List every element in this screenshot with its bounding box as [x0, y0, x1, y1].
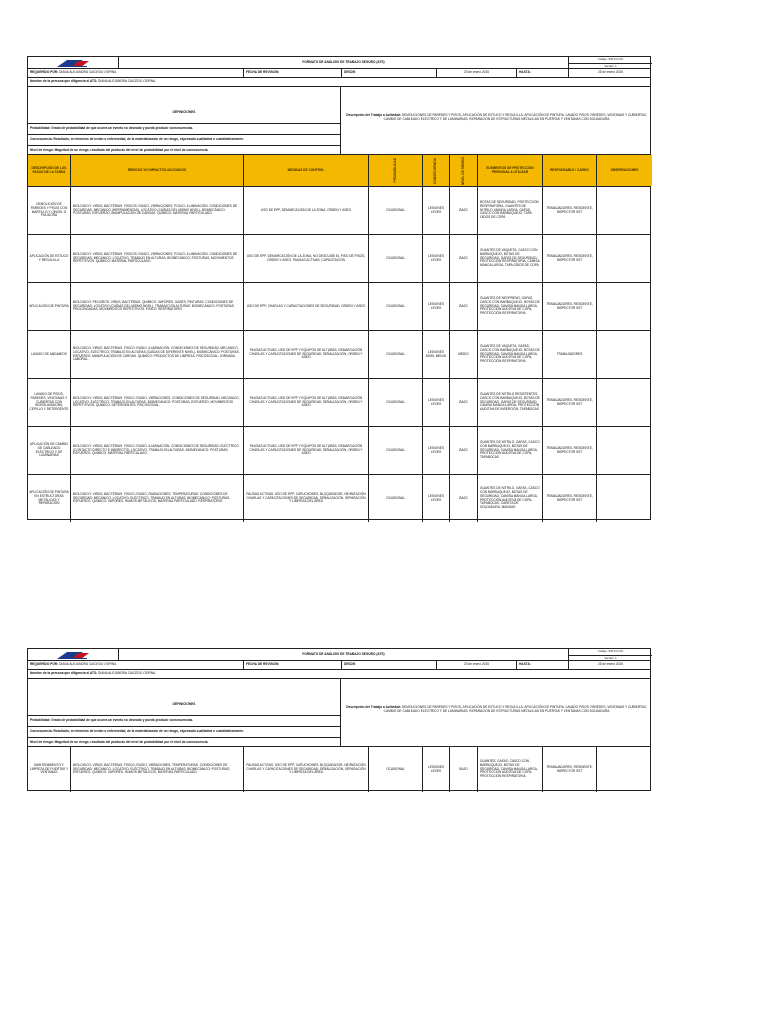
table-row — [28, 282, 650, 330]
cell-elementos: GUANTES DE NITRILO RESISTENTES, CASCO CON BARBUQUEJO, BOTAS DE SEGURIDAD, GAFAS DE SEGURIDAD, CAMISA MANGA LARGA, PROTECCIÓN AUDITIVA DE INSERCIÓN, TAPABOCAS — [477, 379, 542, 426]
cell-riesgos: BIOLOGICO: VIRUS, BACTERIAS. FISICO: RUIDO, ILUMINACIÓN. CONDICIONES DE SEGURIDAD: ELÉCTRICO (CONTACTO DIRECTO E INDIRECTO), LOCATIVO, TRABAJO EN ALTURAS. BIOMECÁNICO: POSTURAS, ESFUERZO. QUIMICO: MATERIAL PARTICULADO. — [70, 427, 243, 474]
table-row — [28, 234, 650, 282]
cell-paso: LAVADO DE ANDAMIOS — [31, 351, 67, 356]
form-title: FORMATO DE ANÁLISIS DE TRABAJO SEGURO (ATS) — [118, 57, 568, 68]
cell-probabilidad: OCASIONAL — [368, 427, 422, 474]
cell-consecuencia: LESIONES LEVES — [422, 475, 449, 522]
cell-observaciones — [596, 331, 652, 378]
cell-elementos: GUANTES DE NITRILO, GAFAS, CASCO CON BARBUQUEJO, BOTAS DE SEGURIDAD, CAMISA MANGA LARGA, PROTECCIÓN AUDITIVA DE COPA, TAPABOCAS, CARETA DE SOLDADURA, MANGAS — [477, 475, 542, 522]
descripcion-text: Descripción del Trabajo a Actividad: DEMOLICIONES DE PAREDES Y PISOS, APLICACIÓN DE ESTUCO Y REGULILLA, APLICACIÓN DE PINTURA, LAVADO PISOS, PAREDES, VENTANAS Y CUBIERTAS, CAMBIO DE CABLEADO ELECTRICO Y DE LUMINARIAS, REPARACION DE ESTRUCTURAS METALICAS EN PUERTAS Y VENTANAS CON SOLDADURA — [346, 113, 647, 121]
logo-cell — [28, 649, 118, 660]
cell-nivel: BAJO — [449, 747, 477, 792]
cell-paso: LAVADO DE PISOS, PAREDES, VENTANAS Y CUBIERTAS CON HIDROLAVADORA, CEPILLO Y DETERGENTE — [29, 392, 69, 412]
definiciones-row — [28, 678, 650, 746]
cell-medidas: PAUSAS ACTIVAS, USO DE EPP Y EQUIPOS DE ALTURAS, DEMARCACIÓN CHARLAS Y CAPACITACIONES DE SEGURIDAD, SEÑALIZACIÓN, ORDEN Y ASEO — [243, 379, 368, 426]
doc-version: Versión: 1 — [569, 656, 652, 660]
cell-medidas: USO DE EPP, DEMARCACIÓN DE LA ZONA, NO DESCUIDE EL PISO DE PISOS, ORDEN Y ASEO, PAUSAS ACTIVAS, CAPACITACIÓN — [243, 235, 368, 282]
cell-nivel: BAJO — [449, 475, 477, 522]
col-nivel: NIVEL DE RIESGO — [449, 155, 477, 186]
form-title: FORMATO DE ANÁLISIS DE TRABAJO SEGURO (ATS) — [118, 649, 568, 660]
fecha-label: FECHA DE REVISION: — [243, 69, 341, 77]
hasta-value: 25 de enero 2025 — [568, 69, 652, 77]
cell-riesgos: BIOLOGICO: VIRUS, BACTERIAS. FISICOS: RUIDO, VIBRACIONES, POLVO, ILUMINACIÓN. CONDICIONES DE SEGURIDAD: MECANICO, LOCATIVO, TRABAJO EN ALTURAS. BIOMECÁNICO: POSTURAS, MOVIMIENTOS REPETITIVOS. QUIMICO: MATERIAL PARTICULADO. — [70, 235, 243, 282]
cell-observaciones — [596, 475, 652, 522]
desde-value: 20 de enero 2025 — [436, 661, 516, 669]
company-logo-icon — [53, 58, 93, 68]
hasta-label: HASTA: — [516, 69, 568, 77]
col-observaciones: OBSERVACIONES — [596, 155, 652, 186]
cell-observaciones — [596, 379, 652, 426]
definiciones-title: DEFINICIONES — [28, 103, 340, 124]
nombre-cell: Nombre de la persona que diligencia el ATS: DIANA ALEJANDRA CAICEDO OSPINA — [30, 671, 156, 676]
nombre-row — [28, 669, 650, 678]
cell-consecuencia: LESIONES LEVES — [422, 427, 449, 474]
table-row — [28, 746, 650, 792]
doc-code: Código: SST-FO-XX — [569, 57, 652, 64]
cell-observaciones — [596, 235, 652, 282]
cell-medidas: PAUSAS ACTIVAS, USO DE EPP, CAPUCHONES, BLOQUEADOR, HIDRATACIÓN CHARLAS Y CAPACITACIONES DE SEGURIDAD, SEÑALIZACIÓN, SEPARACIÓN Y LIMPIEZA DEL ÁREA — [243, 747, 368, 792]
doc-code: Código: SST-FO-XX — [569, 649, 652, 656]
desde-label: DESDE: — [341, 661, 436, 669]
cell-nivel: BAJO — [449, 379, 477, 426]
col-pasos: DESCRIPCIÓN DE LOS PASOS DE LA TAREA — [28, 155, 70, 186]
definiciones-block — [28, 87, 341, 154]
cell-paso: DEMOLICIÓN DE PAREDES Y PISOS CON MARTILLO Y CINCEL O PULIDORA — [30, 202, 68, 218]
cell-riesgos: BIOLOGICO: VIRUS, BACTERIAS. FISICO: RUIDO, RADIACIONES, TEMPERATURAS. CONDICIONES DE SEGURIDAD: MECANICO, LOCATIVO, ELÉCTRICO, TRABAJO EN ALTURAS. BIOMECÁNICO: POSTURAS, ESFUERZO. QUIMICO: VAPORES, HUMOS METÁLICOS, MATERIAL PARTICULADO. RESPIRATORIO. — [70, 475, 243, 522]
cell-elementos: BOTAS DE SEGURIDAD, PROTECCIÓN RESPIRATORIA, GUANTES DE NITRILO, MANGA LARGA, GAFAS, CASCO CON BARBUQUEJO, TAPA OÍDOS DE COPA — [477, 187, 542, 234]
requerido-row — [28, 68, 650, 77]
cell-paso: APLICACIÓN DE PINTURA EN ESTRUCTURAS METÁLICAS Y REPARACIÓN — [29, 490, 69, 506]
col-probabilidad: PROBABILIDAD — [368, 155, 422, 186]
cell-elementos: GUANTES DE VAQUETA, CASCO CON BARBUQUEJO, BOTAS DE SEGURIDAD, GAFAS DE SEGURIDAD, PROTECCIÓN RESPIRATORIA, CAMISA MANGA LARGA, TAPA OÍDOS DE COPA — [477, 235, 542, 282]
hasta-label: HASTA: — [516, 661, 568, 669]
cell-consecuencia: LESIONES LEVES — [422, 379, 449, 426]
cell-observaciones — [596, 747, 652, 792]
probabilidad-definition: Probabilidad: Grado de probabilidad de que ocurra un evento no deseado y pueda producir consecuencias. — [28, 124, 340, 135]
cell-observaciones — [596, 427, 652, 474]
doc-meta — [568, 57, 652, 68]
cell-consecuencia: LESIONES LEVES — [422, 187, 449, 234]
nombre-cell — [28, 78, 341, 86]
table-row — [28, 426, 650, 474]
table-row — [28, 474, 650, 522]
requerido-label: REQUERIDO POR: — [30, 70, 59, 75]
desde-value: 20 de enero 2025 — [436, 69, 516, 77]
cell-observaciones — [596, 283, 652, 330]
col-responsable: RESPONSABLE / CARGO — [542, 155, 596, 186]
cell-elementos: GUANTES DE VAQUETA, GAFAS, CASCO CON BARBUQUEJO, BOTAS DE SEGURIDAD, CAMISA MANGA LARGA, PROTECCIÓN AUDITIVA DE COPA, PROTECCIÓN RESPIRATORIA — [477, 331, 542, 378]
col-riesgos: RIESGOS Y/O IMPACTOS ASOCIADOS — [70, 155, 243, 186]
table-row — [28, 186, 650, 234]
col-elementos: ELEMENTOS DE PROTECCION PERSONAL A UTILIZAR — [477, 155, 542, 186]
requerido-cell — [28, 69, 243, 77]
cell-probabilidad: OCASIONAL — [368, 235, 422, 282]
cell-paso: APLICACIÓN DE PINTURA — [29, 303, 69, 308]
cell-consecuencia: LESIONES NIVEL MEDIO — [422, 331, 449, 378]
cell-probabilidad: OCASIONAL — [368, 475, 422, 522]
requerido-row — [28, 660, 650, 669]
cell-consecuencia: LESIONES LEVES — [422, 283, 449, 330]
cell-consecuencia: LESIONES LEVES — [422, 235, 449, 282]
ats-sheet-page-2 — [27, 648, 651, 791]
definiciones-block: DEFINICIONES Probabilidad: Grado de probabilidad de que ocurra un evento no deseado y pueda producir consecuencias. Consecuencia: Resultado, en términos de lesión o enfermedad, de la materialización de un riesgo, expresado cualitativa o cuantitativamente. Nivel de riesgo: Magnitud de un riesgo, resultado del producto del nivel de probabilidad por el nivel de consecuencia. — [28, 679, 341, 746]
cell-riesgos: BIOLOGICO: VIRUS, BACTERIAS. FISICO: RUIDO, VIBRACIONES. CONDICIONES DE SEGURIDAD: MECANICO, LOCATIVO, ELÉCTRICO, TRABAJO EN ALTURAS. BIOMECÁNICO: POSTURAS, ESFUERZO, MOVIMIENTOS REPETITIVOS. QUIMICO: DETERGENTES. PSICOSOCIAL. — [70, 379, 243, 426]
cell-responsable: TRABAJADORES, RESIDENTE, INSPECTOR SST — [542, 379, 596, 426]
title-row — [28, 648, 650, 660]
table-row — [28, 330, 650, 378]
cell-responsable: TRABAJADORES, RESIDENTE, INSPECTOR SST — [542, 235, 596, 282]
col-consecuencia: CONSECUENCIA — [422, 155, 449, 186]
cell-probabilidad: OCASIONAL — [368, 379, 422, 426]
desde-label: DESDE: — [341, 69, 436, 77]
cell-responsable: TRABAJADORES — [542, 331, 596, 378]
cell-probabilidad: OCASIONAL — [368, 331, 422, 378]
col-medidas: MEDIDAS DE CONTROL — [243, 155, 368, 186]
cell-responsable: TRABAJADORES, RESIDENTE, INSPECTOR SST — [542, 747, 596, 792]
cell-responsable: TRABAJADORES, RESIDENTE, INSPECTOR SST — [542, 427, 596, 474]
cell-elementos: GUANTES DE NEOPRENO, GAFAS, CASCO CON BARBUQUEJO, BOTAS DE SEGURIDAD, CAMISA MANGA LARGA, PROTECCIÓN AUDITIVA DE COPA, PROTECCIÓN RESPIRATORIA — [477, 283, 542, 330]
cell-nivel: BAJO — [449, 427, 477, 474]
cell-paso: MANTENIMIENTO Y LIMPIEZA DE PUERTAS Y VENTANAS — [29, 762, 69, 775]
descripcion-cell — [341, 87, 652, 154]
logo-cell — [28, 57, 118, 68]
cell-nivel: BAJO — [449, 187, 477, 234]
cell-paso: APLICACIÓN DE CAMBIO DE CABLEADO ELÉCTRICO Y DE LUMINARIAS — [29, 442, 69, 458]
cell-responsable: TRABAJADORES, RESIDENTE, INSPECTOR SST — [542, 475, 596, 522]
requerido-cell: REQUERIDO POR: DIANA ALEJANDRA CAICEDO OSPINA — [30, 662, 117, 667]
requerido-value: DIANA ALEJANDRA CAICEDO OSPINA — [59, 70, 117, 75]
nivel-definition: Nivel de riesgo: Magnitud de un riesgo, resultado del producto del nivel de probabilidad por el nivel de consecuencia. — [30, 148, 209, 153]
cell-elementos: GUANTES, GAFAS, CASCO CON BARBUQUEJO, BOTAS DE SEGURIDAD, CAMISA MANGA LARGA, PROTECCIÓN AUDITIVA DE COPA, PROTECCIÓN RESPIRATORIA — [477, 747, 542, 792]
cell-responsable: TRABAJADORES, RESIDENTE, INSPECTOR SST — [542, 187, 596, 234]
ats-sheet-page-1 — [27, 56, 651, 520]
cell-riesgos: BIOLOGICO: PELIGROS, VIRUS, BACTERIAS. QUIMICO: VAPORES, GASES, PINTURAS. CONDICIONES DE SEGURIDAD: LOCATIVO (CAÍDAS DEL MISMO NIVEL), TRABAJO EN ALTURAS. BIOMECÁNICO: POSTURAS PROLONGADAS, MOVIMIENTOS REPETITIVOS. FISICO: RESPIRATORIO — [70, 283, 243, 330]
nombre-row — [28, 77, 650, 86]
cell-probabilidad: OCASIONAL — [368, 283, 422, 330]
cell-observaciones — [596, 187, 652, 234]
cell-nivel: MEDIO — [449, 331, 477, 378]
consecuencia-definition: Consecuencia: Resultado, en términos de lesión o enfermedad, de la materialización de un riesgo, expresado cualitativa o cuantitativamente. — [28, 135, 340, 146]
cell-nivel: BAJO — [449, 283, 477, 330]
cell-medidas: USO DE EPP, CHARLAS Y CAPACITACIONES DE SEGURIDAD, ORDEN Y ASEO — [243, 283, 368, 330]
cell-probabilidad: OCASIONAL — [368, 187, 422, 234]
doc-version: Versión: 1 — [569, 64, 652, 68]
cell-probabilidad: OCASIONAL — [368, 747, 422, 792]
cell-consecuencia: LESIONES LEVES — [422, 747, 449, 792]
descripcion-cell: Descripción del Trabajo a Actividad: DEMOLICIONES DE PAREDES Y PISOS, APLICACIÓN DE ESTUCO Y REGULILLA, APLICACIÓN DE PINTURA, LAVADO PISOS, PAREDES, VENTANAS Y CUBIERTAS, CAMBIO DE CABLEADO ELECTRICO Y DE LUMINARIAS, REPARACION DE ESTRUCTURAS METALICAS EN PUERTAS Y VENTANAS CON SOLDADURA — [346, 705, 647, 713]
cell-nivel: BAJO — [449, 235, 477, 282]
cell-medidas: PAUSAS ACTIVAS, USO DE EPP Y EQUIPOS DE ALTURAS, DEMARCACIÓN CHARLAS Y CAPACITACIONES DE SEGURIDAD, SEÑALIZACIÓN, ORDEN Y ASEO — [243, 331, 368, 378]
title-row — [28, 56, 650, 68]
column-header-row — [28, 154, 650, 186]
cell-medidas: PAUSAS ACTIVAS, USO DE EPP, CAPUCHONES, BLOQUEADOR, HIDRATACIÓN CHARLAS Y CAPACITACIONES DE SEGURIDAD, SEÑALIZACIÓN, SEPARACIÓN Y LIMPIEZA DEL ÁREA — [243, 475, 368, 522]
hasta-value: 25 de enero 2025 — [568, 661, 652, 669]
definiciones-row — [28, 86, 650, 154]
cell-medidas: USO DE EPP, DEMARCACIÓN DE LA ZONA, ORDEN Y ASEO — [243, 187, 368, 234]
doc-meta — [568, 649, 652, 660]
nombre-label: Nombre de la persona que diligencia el ATS: — [30, 79, 98, 84]
cell-riesgos: BIOLOGICO: VIRUS, BACTERIAS. FISICOS: RUIDO, VIBRACIONES, POLVO, ILUMINACIÓN. CONDICIONES DE SEGURIDAD: MECANICO (HERRAMIENTAS), LOCATIVO (CAÍDAS DEL MISMO NIVEL), BIOMECÁNICO: POSTURAS, ESFUERZO, MANIPULACIÓN DE CARGAS. QUIMICO: MATERIAL PARTICULADO. — [70, 187, 243, 234]
table-row — [28, 378, 650, 426]
cell-riesgos: BIOLOGICO: VIRUS, BACTERIAS. FISICO: RUIDO, ILUMINACIÓN. CONDICIONES DE SEGURIDAD: MECANICO, LOCATIVO, ELÉCTRICO, TRABAJO EN ALTURAS (CAÍDAS DE DIFERENTE NIVEL). BIOMECÁNICO: POSTURAS, ESFUERZO, MANIPULACIÓN DE CARGAS. QUIMICO: PRODUCTOS DE LIMPIEZA. PSICOSOCIAL: JORNADA LABORAL. — [70, 331, 243, 378]
nombre-value: DIANA ALEJANDRA CAICEDO OSPINA — [98, 79, 156, 84]
cell-elementos: GUANTES DE NITRILO, GAFAS, CASCO CON BARBUQUEJO, BOTAS DE SEGURIDAD, CAMISA MANGA LARGA, PROTECCIÓN AUDITIVA DE COPA, TAPABOCAS — [477, 427, 542, 474]
cell-medidas: PAUSAS ACTIVAS, USO DE EPP Y EQUIPOS DE ALTURAS, DEMARCACIÓN CHARLAS Y CAPACITACIONES DE SEGURIDAD, SEÑALIZACIÓN, ORDEN Y ASEO — [243, 427, 368, 474]
cell-paso: APLICACIÓN DE ESTUCO Y REGULILLA — [29, 253, 69, 262]
cell-responsable: TRABAJADORES, RESIDENTE, INSPECTOR SST — [542, 283, 596, 330]
fecha-label: FECHA DE REVISION: — [243, 661, 341, 669]
cell-riesgos: BIOLOGICO: VIRUS, BACTERIAS. FISICO: RUIDO, VIBRACIONES, TEMPERATURAS. CONDICIONES DE SEGURIDAD: MECANICO, LOCATIVO, ELÉCTRICO, TRABAJO EN ALTURAS. BIOMECÁNICO: POSTURAS, ESFUERZO. QUIMICO: VAPORES, HUMOS METÁLICOS, MATERIAL PARTICULADO. — [70, 747, 243, 792]
company-logo-icon — [53, 650, 93, 660]
